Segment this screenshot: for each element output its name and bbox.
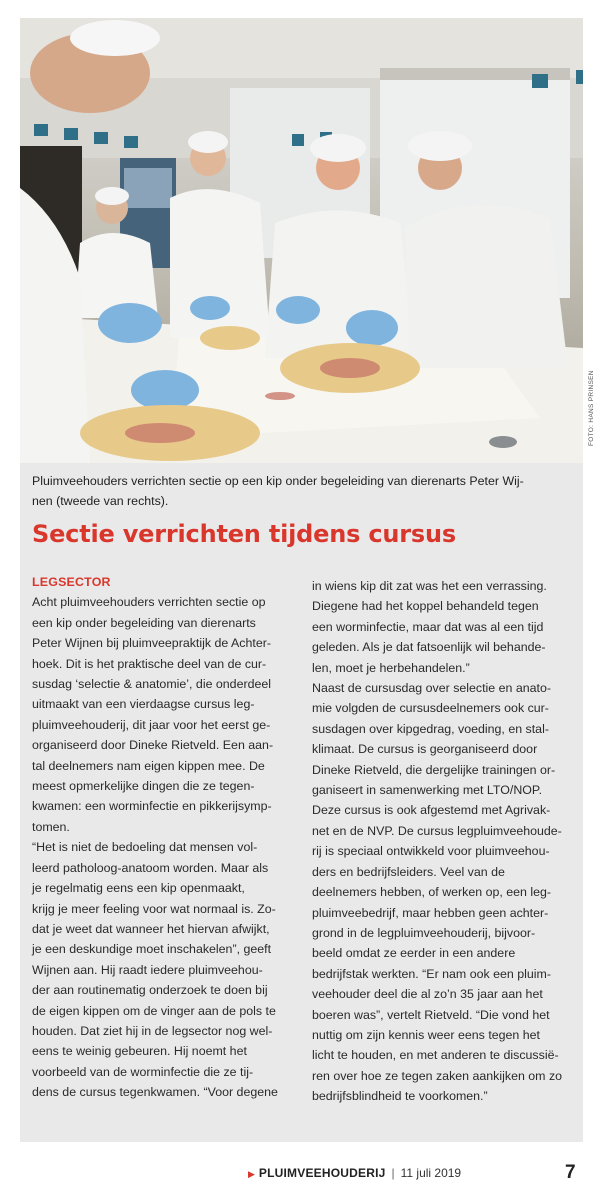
body-text-line: boeren was”, vertelt Rietveld. “Die vond het bbox=[312, 1007, 550, 1022]
body-text-line: klimaat. De cursus is georganiseerd door bbox=[312, 742, 538, 757]
body-text-line: een worminfectie, maar dat was al een tijd bbox=[312, 619, 544, 634]
publication-name: PLUIMVEEHOUDERIJ bbox=[258, 1166, 386, 1180]
body-text-line: bedrijfstak werkten. “Er nam ook een pluim- bbox=[312, 966, 551, 981]
body-text-line: Acht pluimveehouders verrichten sectie op bbox=[32, 595, 266, 610]
body-text-line: houden. Dat ziet hij in de legsector nog wel- bbox=[32, 1023, 273, 1038]
body-text-line: eens te weinig gebeuren. Hij noemt het bbox=[32, 1044, 247, 1059]
body-text-line: “Het is niet de bedoeling dat mensen vol- bbox=[32, 840, 258, 855]
body-text-line: rij is speciaal ontwikkeld voor pluimveehou- bbox=[312, 844, 550, 859]
body-text-line: voorbeeld van de worminfectie die ze tij- bbox=[32, 1064, 254, 1079]
photo-illustration bbox=[20, 18, 583, 463]
body-text-line: je regelmatig eens een kip openmaakt, bbox=[32, 881, 245, 896]
page-number: 7 bbox=[565, 1162, 576, 1183]
body-text-line: ganiseert in samenwerking met LTO/NOP. bbox=[312, 783, 543, 798]
body-text-line: len, moet je herbehandelen.” bbox=[312, 660, 470, 675]
body-text-line: Wijnen aan. Hij raadt iedere pluimveehou- bbox=[32, 962, 263, 977]
body-text-line: hoek. Dit is het praktische deel van de cur- bbox=[32, 656, 267, 671]
body-text-line: leerd patholoog-anatoom worden. Maar als bbox=[32, 860, 269, 875]
body-text-line: licht te houden, en met anderen te discussië- bbox=[312, 1048, 559, 1063]
body-text-line: de eigen kippen om de vinger aan de pols te bbox=[32, 1003, 276, 1018]
body-text-line: ders en bedrijfsleiders. Veel van de bbox=[312, 864, 505, 879]
left-column-text bbox=[32, 592, 287, 1102]
caption-line: nen (tweede van rechts). bbox=[32, 493, 169, 508]
body-text-line: der aan routinematig onderzoek te doen bij bbox=[32, 983, 268, 998]
body-text-line: Peter Wijnen bij pluimveepraktijk de Achter- bbox=[32, 636, 271, 651]
body-text-line: Dineke Rietveld, die dergelijke trainingen or- bbox=[312, 762, 556, 777]
photo-credit: FOTO: HANS PRINSEN bbox=[588, 370, 595, 446]
body-text-line: kwamen: een worminfectie en pikkerijsymp- bbox=[32, 799, 272, 814]
right-column-text bbox=[312, 576, 577, 1107]
body-text-line: dens de cursus tegenkwamen. “Voor degene bbox=[32, 1085, 278, 1100]
body-text-line: een kip onder begeleiding van dierenarts bbox=[32, 615, 256, 630]
body-text-line: geleden. Als je dat fatsoenlijk wil behande- bbox=[312, 640, 546, 655]
body-text-line: Deze cursus is ook afgestemd met Agrivak- bbox=[312, 803, 551, 818]
article-column-right bbox=[312, 576, 577, 1107]
article-photo bbox=[20, 18, 583, 463]
body-text-line: je een deskundige moet inschakelen”, geeft bbox=[32, 942, 272, 957]
body-text-line: tomen. bbox=[32, 819, 70, 834]
body-text-line: veehouder deel die al zo’n 35 jaar aan het bbox=[312, 987, 543, 1002]
body-text-line: Diegene had het koppel behandeld tegen bbox=[312, 599, 539, 614]
body-text-line: susdag ‘selectie & anatomie’, die onderdeel bbox=[32, 677, 272, 692]
section-kicker: LEGSECTOR bbox=[32, 575, 111, 589]
body-text-line: meest opmerkelijke dingen die ze tegen- bbox=[32, 779, 255, 794]
body-text-line: bedrijfsblindheid te voorkomen.” bbox=[312, 1089, 488, 1104]
body-text-line: deelnemers hebben, of werken op, een leg- bbox=[312, 885, 552, 900]
body-text-line: pluimveehouderij, dit jaar voor het eerst ge- bbox=[32, 717, 271, 732]
body-text-line: grond in de legpluimveehouderij, bijvoor- bbox=[312, 925, 536, 940]
caption-line: Pluimveehouders verrichten sectie op een kip onder begeleiding van dierenarts Peter Wij- bbox=[32, 474, 524, 488]
body-text-line: ren over hoe ze tegen zaken aankijken om zo bbox=[312, 1068, 563, 1083]
body-text-line: in wiens kip dit zat was het een verrassing. bbox=[312, 579, 547, 593]
body-text-line: pluimveebedrijf, maar hebben geen achter- bbox=[312, 905, 549, 920]
body-text-line: uitmaakt van een vierdaagse cursus leg- bbox=[32, 697, 255, 712]
body-text-line: susdagen over kipgedrag, voeding, en stal- bbox=[312, 721, 549, 736]
photo-caption bbox=[32, 472, 572, 511]
body-text-line: nuttig om zijn kennis weer eens tegen het bbox=[312, 1027, 540, 1042]
body-text-line: mie volgden de cursusdeelnemers ook cur- bbox=[312, 701, 549, 716]
body-text-line: dat je weet dat wanneer het hiervan afwijkt, bbox=[32, 921, 270, 936]
arrow-icon: ▶ bbox=[248, 1169, 255, 1179]
body-text-line: organiseerd door Dineke Rietveld. Een aan- bbox=[32, 738, 274, 753]
body-text-line: Naast de cursusdag over selectie en anato- bbox=[312, 681, 552, 696]
body-text-line: tal deelnemers nam eigen kippen mee. De bbox=[32, 758, 265, 773]
article-column-left bbox=[32, 572, 287, 1103]
issue-date: 11 juli 2019 bbox=[400, 1166, 462, 1180]
body-text-line: krijg je meer feeling voor wat normaal is. Zo- bbox=[32, 901, 276, 916]
page-footer bbox=[248, 1166, 461, 1180]
article-headline: Sectie verrichten tijdens cursus bbox=[32, 520, 456, 548]
body-text-line: beeld omdat ze eerder in een andere bbox=[312, 946, 516, 961]
body-text-line: net en de NVP. De cursus legpluimveehoude- bbox=[312, 823, 562, 838]
footer-separator: | bbox=[391, 1166, 395, 1180]
